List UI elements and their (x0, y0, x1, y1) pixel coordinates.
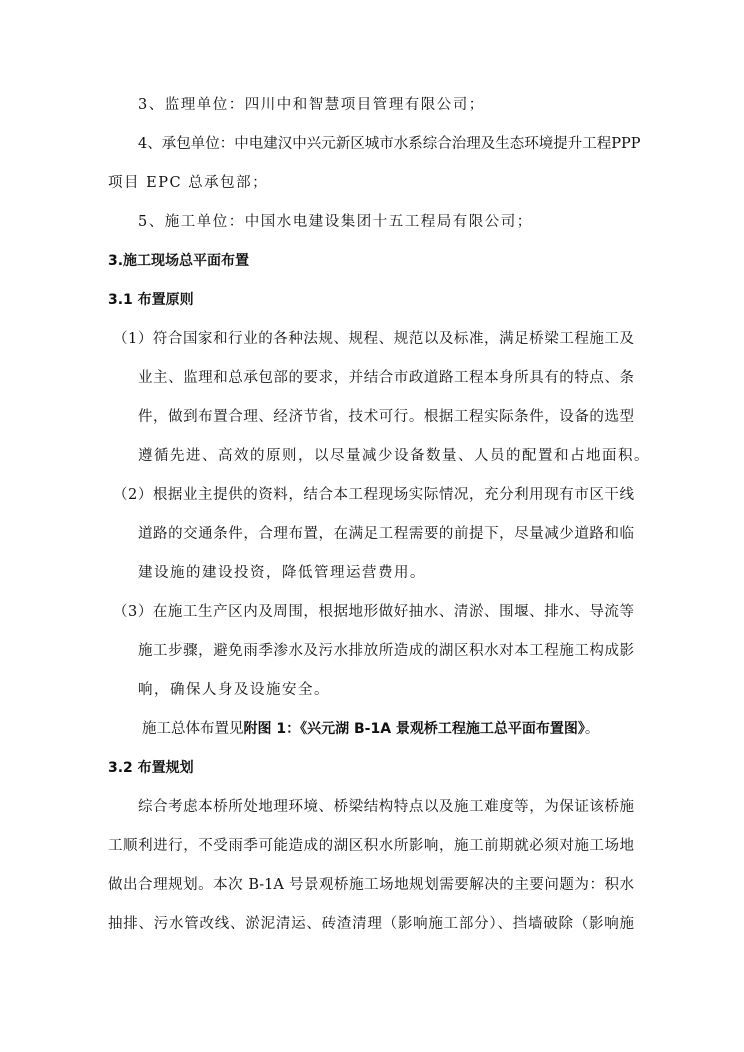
layout-reference-figure: 附图 1：《兴元湖 B-1A 景观桥工程施工总平面布置图》 (243, 721, 585, 737)
principle-3-line: 响，确保人身及设施安全。 (138, 682, 330, 698)
principle-2-line: 建设施的建设投资，降低管理运营费用。 (138, 565, 426, 581)
planning-line: 工顺利进行，不受雨季可能造成的湖区积水所影响，施工前期就必须对施工场地 (108, 838, 634, 854)
principle-1-line: 遵循先进、高效的原则，以尽量减少设备数量、人员的配置和占地面积。 (138, 448, 650, 464)
layout-reference-prefix: 施工总体布置见 (142, 721, 244, 737)
principle-2-line: 道路的交通条件，合理布置，在满足工程需要的前提下，尽量减少道路和临 (138, 526, 634, 542)
principle-3-line: （3）在施工生产区内及周围，根据地形做好抽水、清淤、围堰、排水、导流等 (113, 604, 634, 620)
principle-2-line: （2）根据业主提供的资料，结合本工程现场实际情况，充分利用现有市区干线 (113, 487, 634, 503)
layout-reference-suffix: 。 (584, 721, 600, 737)
contractor-unit-line: 4、承包单位：中电建汉中兴元新区城市水系综合治理及生态环境提升工程PPP (138, 136, 641, 152)
layout-reference-line (142, 710, 638, 749)
construction-unit-line: 5、施工单位：中国水电建设集团十五工程局有限公司； (138, 214, 533, 230)
principle-3-line: 施工步骤，避免雨季渗水及污水排放所造成的湖区积水对本工程施工构成影 (138, 643, 634, 659)
planning-line: 做出合理规划。本次 B-1A 号景观桥施工场地规划需要解决的主要问题为：积水 (108, 877, 634, 893)
section-3-2-heading: 3.2 布置规划 (108, 760, 194, 776)
section-3-heading: 3.施工现场总平面布置 (108, 253, 250, 269)
planning-line: 抽排、污水管改线、淤泥清运、砖渣清理（影响施工部分）、挡墙破除（影响施 (108, 916, 634, 932)
principle-1-line: （1）符合国家和行业的各种法规、规程、规范以及标准，满足桥梁工程施工及 (113, 331, 634, 347)
principle-1-line: 业主、监理和总承包部的要求，并结合市政道路工程本身所具有的特点、条 (138, 370, 634, 386)
document-page (0, 86, 744, 944)
principle-1-line: 件，做到布置合理、经济节省，技术可行。根据工程实际条件，设备的选型 (138, 409, 634, 425)
section-3-1-heading: 3.1 布置原则 (108, 292, 194, 308)
contractor-unit-line-cont: 项目 EPC 总承包部； (108, 175, 269, 191)
supervision-unit-line: 3、监理单位：四川中和智慧项目管理有限公司； (138, 97, 485, 113)
planning-line: 综合考虑本桥所处地理环境、桥梁结构特点以及施工难度等，为保证该桥施 (138, 799, 634, 815)
